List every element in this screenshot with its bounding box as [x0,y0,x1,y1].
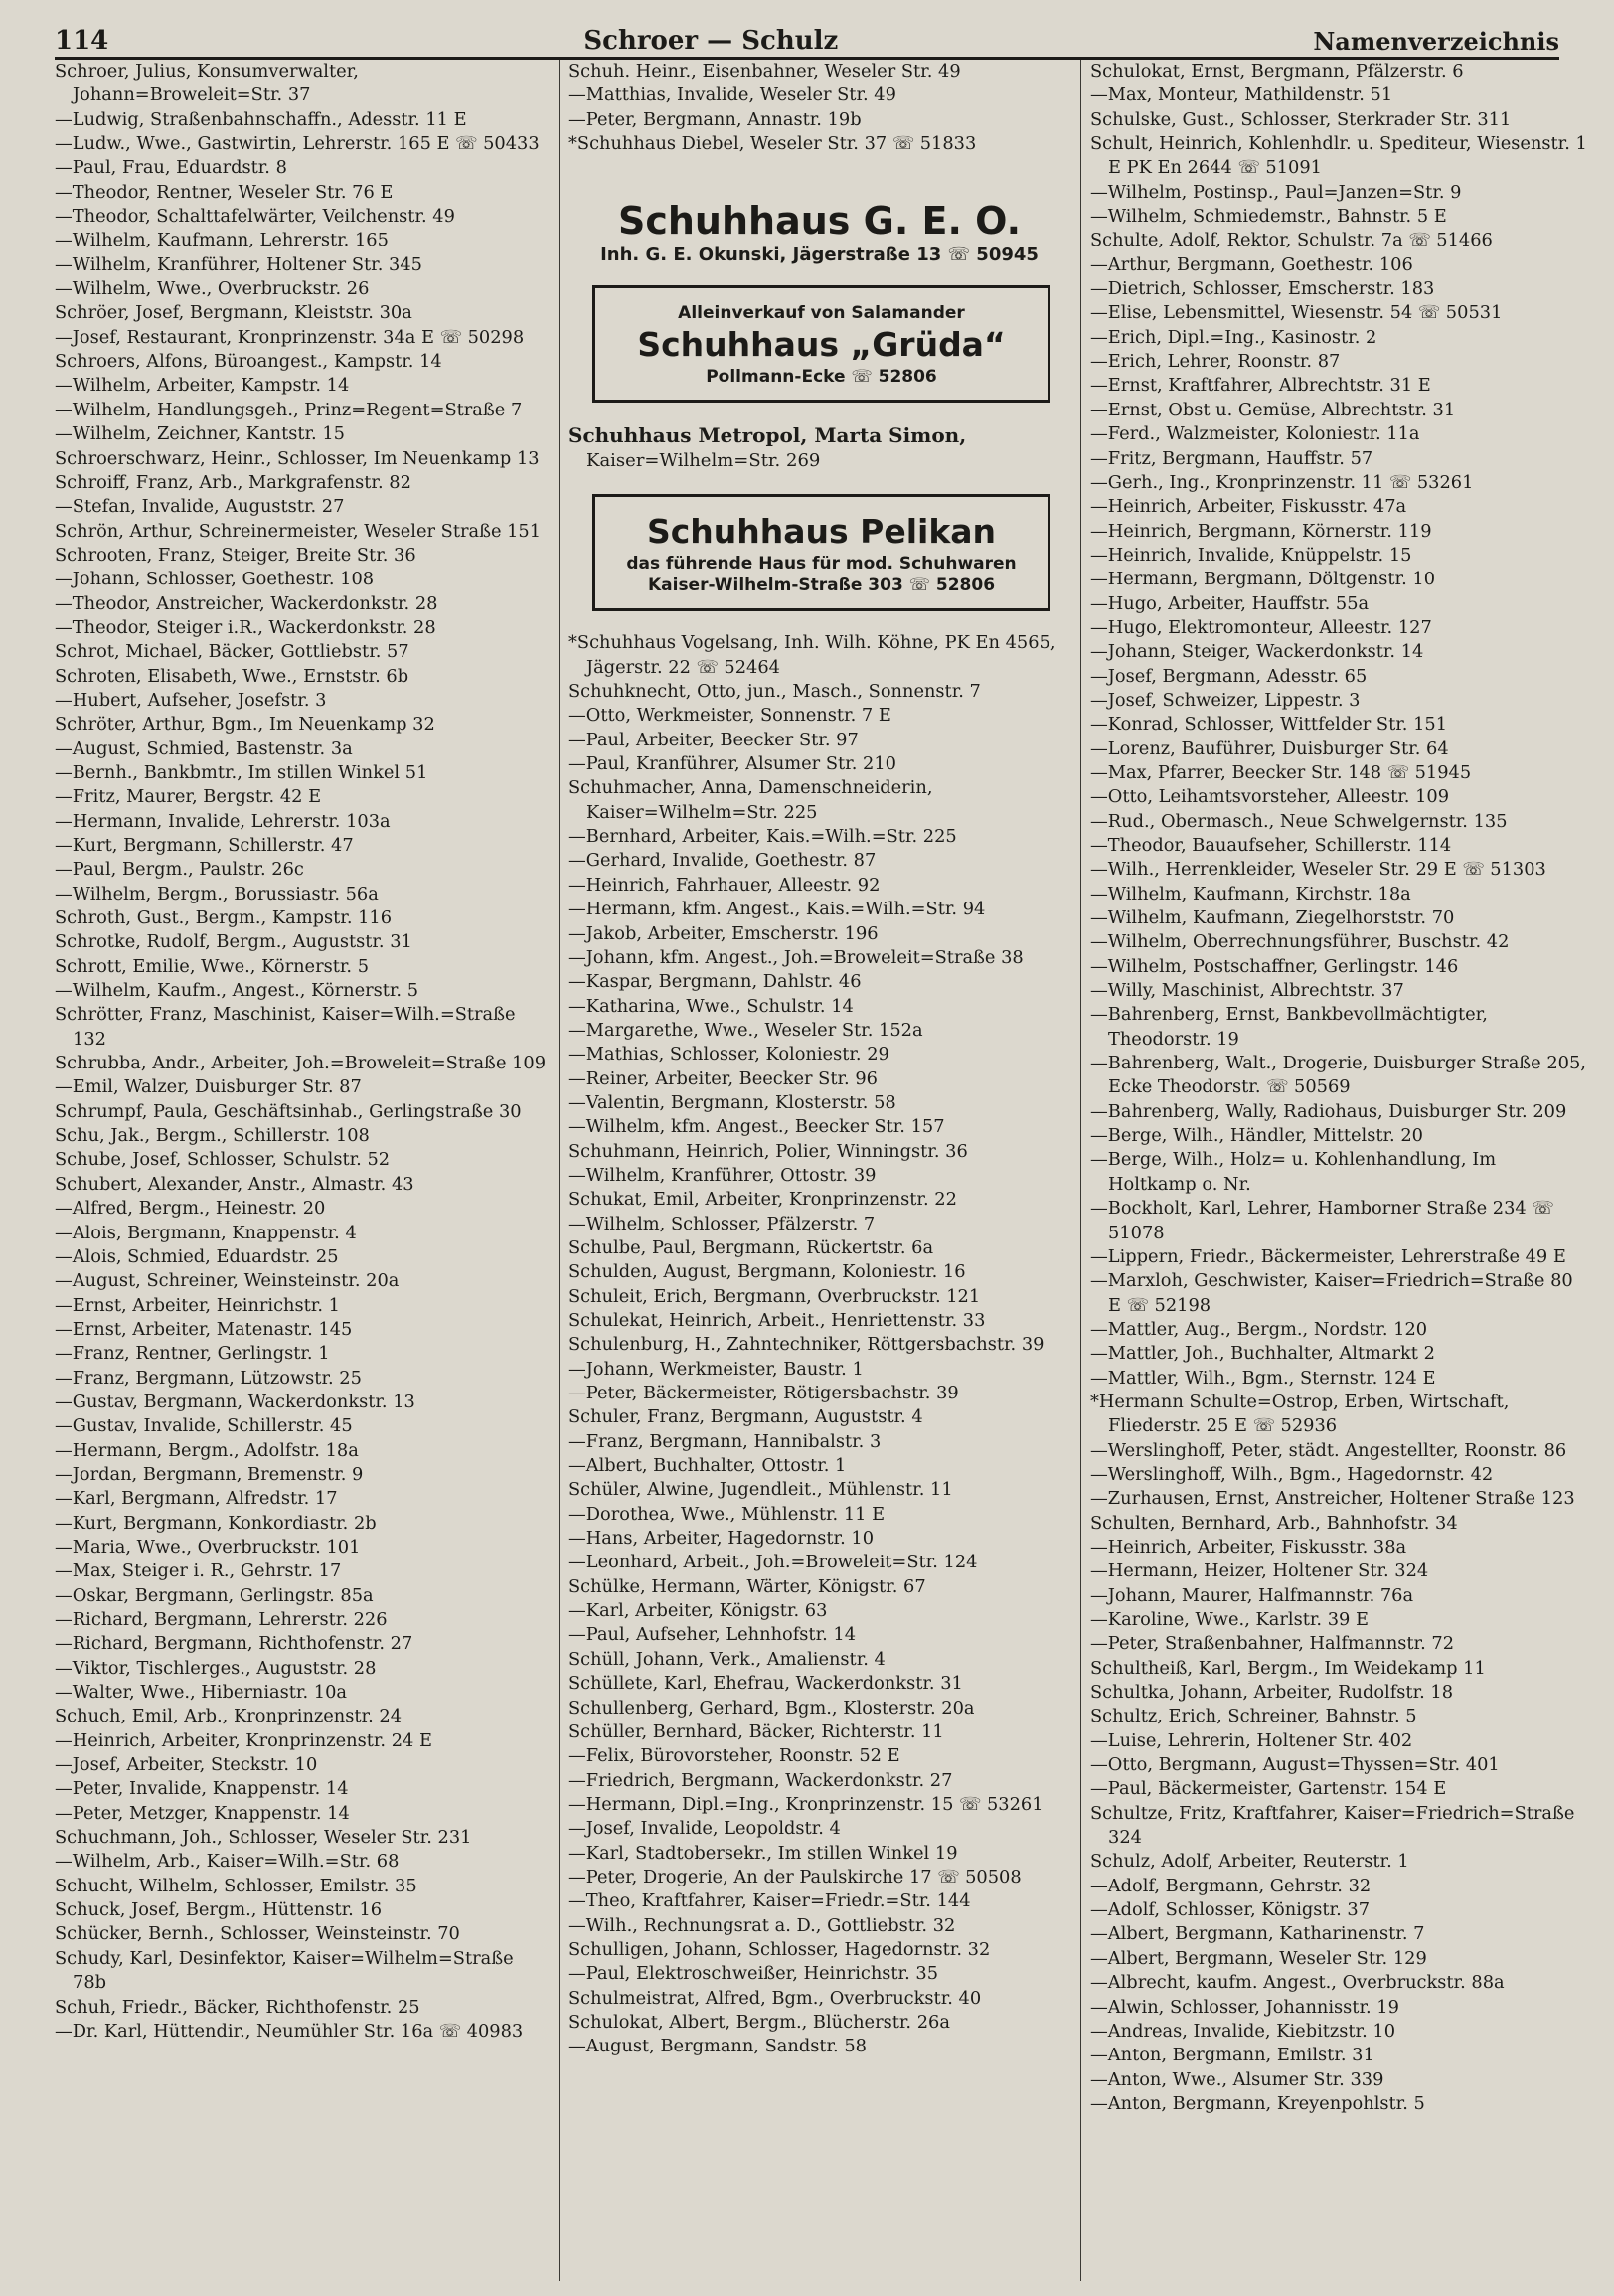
advertisement-gruda [592,285,1050,403]
directory-entry: —Wilhelm, kfm. Angest., Beecker Str. 157 [568,1116,945,1138]
advertisement-gruda-line2: Pollmann-Ecke ☏ 52806 [706,367,937,388]
directory-entry: —Johann, Schlosser, Goethestr. 108 [55,569,375,590]
directory-entry: Schulligen, Johann, Schlosser, Hagedornstr. 32 [568,1938,991,1960]
directory-entry: —Anton, Bergmann, Emilstr. 31 [1090,2045,1374,2066]
directory-entry: —Bahrenberg, Walt., Drogerie, Duisburger Straße 205, Ecke Theodorstr. ☏ 50569 [1090,1053,1586,1098]
column-middle [568,60,1070,2286]
directory-entry: —Heinrich, Bergmann, Körnerstr. 119 [1090,520,1432,542]
directory-entry: —Erich, Lehrer, Roonstr. 87 [1090,351,1341,373]
directory-entry: —Johann, Werkmeister, Baustr. 1 [568,1358,864,1380]
advertisement-pelikan-line1: das führende Haus für mod. Schuhwaren [626,554,1017,574]
directory-entry: Schultz, Erich, Schreiner, Bahnstr. 5 [1090,1706,1417,1727]
advertisement-geo-line: Inh. G. E. Okunski, Jägerstraße 13 ☏ 50945 [600,245,1039,266]
directory-entry: —Marxloh, Geschwister, Kaiser=Friedrich=Straße 80 E ☏ 52198 [1090,1270,1573,1316]
directory-entry: —Wilh., Rechnungsrat a. D., Gottliebstr. 32 [568,1914,956,1936]
directory-entry: —Wilhelm, Schlosser, Pfälzerstr. 7 [568,1213,876,1234]
advertisement-pelikan [592,494,1050,611]
directory-entry: —Kurt, Bergmann, Konkordiastr. 2b [55,1512,377,1534]
directory-entry: —Rud., Obermasch., Neue Schwelgernstr. 135 [1090,810,1508,832]
directory-entry: —Wilhelm, Zeichner, Kantstr. 15 [55,423,345,445]
directory-entry: —Alois, Schmied, Eduardstr. 25 [55,1245,339,1267]
directory-entry: *Schuhhaus Diebel, Weseler Str. 37 ☏ 51833 [568,133,977,155]
directory-entry: —Wilhelm, Oberrechnungsführer, Buschstr. 42 [1090,931,1510,953]
directory-entry: —Bahrenberg, Wally, Radiohaus, Duisburger Str. 209 [1090,1100,1567,1122]
directory-entry: —Theodor, Bauaufseher, Schillerstr. 114 [1090,835,1452,856]
directory-entry: —Hermann, Bergm., Adolfstr. 18a [55,1439,359,1461]
directory-entry: Schüll, Johann, Verk., Amalienstr. 4 [568,1648,886,1670]
directory-entry: Schultka, Johann, Arbeiter, Rudolfstr. 18 [1090,1682,1454,1704]
directory-entry: —Berge, Wilh., Holz= u. Kohlenhandlung, Im Holtkamp o. Nr. [1090,1149,1497,1195]
directory-entry: Schullenberg, Gerhard, Bgm., Klosterstr. 20a [568,1697,975,1719]
directory-entry: —Paul, Bäckermeister, Gartenstr. 154 E [1090,1778,1447,1800]
directory-entry: —Gustav, Invalide, Schillerstr. 45 [55,1415,353,1437]
directory-entry: Schulenburg, H., Zahntechniker, Röttgersbachstr. 39 [568,1334,1045,1356]
directory-entry: Schuch, Emil, Arb., Kronprinzenstr. 24 [55,1706,403,1727]
directory-entry: —Peter, Invalide, Knappenstr. 14 [55,1778,349,1800]
directory-entry: —Paul, Frau, Eduardstr. 8 [55,157,287,179]
page-title: Schroer — Schulz [583,26,839,56]
directory-entry: Schuh. Heinr., Eisenbahner, Weseler Str. 49 [568,61,961,82]
directory-entry: —Albert, Buchhalter, Ottostr. 1 [568,1455,847,1477]
page-header [55,22,1559,56]
directory-entry: —Hermann, Dipl.=Ing., Kronprinzenstr. 15 ☏ 53261 [568,1793,1044,1815]
column-divider [1080,60,1081,2281]
directory-entry: Schuler, Franz, Bergmann, Auguststr. 4 [568,1406,923,1428]
directory-entry: Schulden, August, Bergmann, Koloniestr. 16 [568,1261,966,1283]
directory-entry: Schuchmann, Joh., Schlosser, Weseler Str. 231 [55,1827,472,1849]
directory-entry: Schrooten, Franz, Steiger, Breite Str. 36 [55,544,416,566]
directory-entry: —Wilhelm, Handlungsgeh., Prinz=Regent=Straße 7 [55,399,523,420]
directory-entry: Schubert, Alexander, Anstr., Almastr. 43 [55,1173,414,1195]
directory-entry: Schuhmann, Heinrich, Polier, Winningstr. 36 [568,1140,968,1162]
directory-entry: Schultheiß, Karl, Bergm., Im Weidekamp 11 [1090,1657,1486,1679]
directory-entry: —Felix, Bürovorsteher, Roonstr. 52 E [568,1745,900,1767]
directory-entry: —Jordan, Bergmann, Bremenstr. 9 [55,1463,364,1485]
advertisement-pelikan-name: Schuhhaus Pelikan [646,512,997,552]
advertisement-geo-name: Schuhhaus G. E. O. [617,199,1022,244]
directory-entry: —Leonhard, Arbeit., Joh.=Broweleit=Str. 124 [568,1552,978,1573]
directory-entry: —Hermann, Invalide, Lehrerstr. 103a [55,810,391,832]
directory-entry: Schultze, Fritz, Kraftfahrer, Kaiser=Friedrich=Straße 324 [1090,1802,1575,1849]
directory-entry: —Fritz, Maurer, Bergstr. 42 E [55,786,322,808]
directory-entry: —Wilhelm, Schmiedemstr., Bahnstr. 5 E [1090,206,1447,228]
directory-entry: —Matthias, Invalide, Weseler Str. 49 [568,84,896,106]
directory-entry: —Jakob, Arbeiter, Emscherstr. 196 [568,922,879,944]
directory-entry: —Heinrich, Invalide, Knüppelstr. 15 [1090,544,1412,566]
directory-entry: —Fritz, Bergmann, Hauffstr. 57 [1090,447,1373,469]
directory-entry: —Alois, Bergmann, Knappenstr. 4 [55,1222,357,1243]
directory-entry: —Albrecht, kaufm. Angest., Overbruckstr. 88a [1090,1972,1505,1994]
advertisement-pelikan-line2: Kaiser-Wilhelm-Straße 303 ☏ 52806 [647,575,996,596]
directory-entry: —Mattler, Joh., Buchhalter, Altmarkt 2 [1090,1343,1435,1365]
directory-entry: —Viktor, Tischlerges., Auguststr. 28 [55,1657,377,1679]
directory-entry: Schrön, Arthur, Schreinermeister, Weseler Straße 151 [55,520,542,542]
directory-entry: —Karl, Arbeiter, Königstr. 63 [568,1600,828,1622]
directory-entry: —Hermann, Heizer, Holtener Str. 324 [1090,1560,1429,1582]
directory-entry: Schuh, Friedr., Bäcker, Richthofenstr. 25 [55,1996,420,2018]
directory-entry: —Margarethe, Wwe., Weseler Str. 152a [568,1019,923,1041]
directory-entry: —Theodor, Anstreicher, Wackerdonkstr. 28 [55,592,438,614]
directory-entry: —August, Schmied, Bastenstr. 3a [55,738,353,759]
directory-entry: —Paul, Bergm., Paulstr. 26c [55,859,304,881]
directory-entry: —Otto, Bergmann, August=Thyssen=Str. 401 [1090,1754,1500,1776]
directory-entry: Schuhmacher, Anna, Damenschneiderin, Kaiser=Wilhelm=Str. 225 [568,777,933,823]
directory-entry: Schrumpf, Paula, Geschäftsinhab., Gerlingstraße 30 [55,1100,522,1122]
directory-entry: —Anton, Bergmann, Kreyenpohlstr. 5 [1090,2092,1425,2114]
directory-entry: —Wilhelm, Postinsp., Paul=Janzen=Str. 9 [1090,181,1462,203]
directory-entry: Schröer, Josef, Bergmann, Kleiststr. 30a [55,302,412,324]
directory-entry: Schrotke, Rudolf, Bergm., Auguststr. 31 [55,931,412,953]
directory-entry: —Valentin, Bergmann, Klosterstr. 58 [568,1091,896,1113]
directory-entry: —Johann, kfm. Angest., Joh.=Broweleit=Straße 38 [568,946,1024,968]
directory-entry: Schulz, Adolf, Arbeiter, Reuterstr. 1 [1090,1851,1409,1873]
directory-entry: —Hans, Arbeiter, Hagedornstr. 10 [568,1528,875,1550]
directory-entry: —Wilhelm, Kaufmann, Ziegelhorststr. 70 [1090,907,1455,929]
directory-entry: Schröter, Arthur, Bgm., Im Neuenkamp 32 [55,714,435,736]
directory-entry: —Johann, Steiger, Wackerdonkstr. 14 [1090,641,1424,663]
directory-entry: —Alwin, Schlosser, Johannisstr. 19 [1090,1996,1399,2018]
directory-entry: —Ludw., Wwe., Gastwirtin, Lehrerstr. 165 E ☏ 50433 [55,133,540,155]
directory-entry: —Lorenz, Bauführer, Duisburger Str. 64 [1090,738,1449,759]
section-title: Namenverzeichnis [1313,27,1559,56]
directory-entry: Schulten, Bernhard, Arb., Bahnhofstr. 34 [1090,1512,1458,1534]
advertisement-gruda-line1: Alleinverkauf von Salamander [678,303,965,324]
directory-entry: —Andreas, Invalide, Kiebitzstr. 10 [1090,2020,1396,2042]
directory-entry: —Bernhard, Arbeiter, Kais.=Wilh.=Str. 225 [568,826,957,848]
directory-entry: Schroer, Julius, Konsumverwalter, Johann=Broweleit=Str. 37 [55,61,359,106]
directory-entry: Schroiff, Franz, Arb., Markgrafenstr. 82 [55,471,411,493]
directory-entry: —Anton, Wwe., Alsumer Str. 339 [1090,2068,1384,2090]
directory-entry: —Dr. Karl, Hüttendir., Neumühler Str. 16a ☏ 40983 [55,2020,524,2042]
directory-entry: —Hugo, Elektromonteur, Alleestr. 127 [1090,616,1432,638]
directory-entry: —Kaspar, Bergmann, Dahlstr. 46 [568,971,862,993]
directory-entry: —Karl, Stadtobersekr., Im stillen Winkel 19 [568,1842,958,1864]
directory-entry: —Max, Pfarrer, Beecker Str. 148 ☏ 51945 [1090,761,1472,783]
directory-entry: —Werslinghoff, Peter, städt. Angestellter, Roonstr. 86 [1090,1439,1567,1461]
directory-entry: —Peter, Straßenbahner, Halfmannstr. 72 [1090,1633,1455,1655]
directory-entry: —Bockholt, Karl, Lehrer, Hamborner Straße 234 ☏ 51078 [1090,1198,1554,1243]
directory-entry: —Alfred, Bergm., Heinestr. 20 [55,1198,326,1220]
directory-entry: Schroth, Gust., Bergm., Kampstr. 116 [55,907,393,929]
directory-entry: —Werslinghoff, Wilh., Bgm., Hagedornstr. 42 [1090,1463,1494,1485]
directory-entry: —Walter, Wwe., Hiberniastr. 10a [55,1682,347,1704]
directory-entry: —Luise, Lehrerin, Holtener Str. 402 [1090,1729,1413,1751]
directory-entry: —Katharina, Wwe., Schulstr. 14 [568,995,854,1017]
directory-entry: —August, Bergmann, Sandstr. 58 [568,2036,867,2057]
directory-entry: Schroten, Elisabeth, Wwe., Ernststr. 6b [55,665,409,687]
directory-entry: *Hermann Schulte=Ostrop, Erben, Wirtschaft, Fliederstr. 25 E ☏ 52936 [1090,1391,1510,1437]
directory-entry: —Hugo, Arbeiter, Hauffstr. 55a [1090,592,1370,614]
advertisement-metropol [568,422,1070,474]
directory-entry: —Richard, Bergmann, Lehrerstr. 226 [55,1609,388,1630]
directory-entry: —Wilhelm, Arbeiter, Kampstr. 14 [55,375,350,397]
directory-entry: —Ernst, Kraftfahrer, Albrechtstr. 31 E [1090,375,1431,397]
directory-entry: Schuck, Josef, Bergm., Hüttenstr. 16 [55,1899,383,1921]
directory-entry: —Josef, Invalide, Leopoldstr. 4 [568,1818,841,1840]
directory-entry: Schulokat, Ernst, Bergmann, Pfälzerstr. 6 [1090,61,1464,82]
advertisement-geo [568,198,1070,267]
directory-entry: Schroers, Alfons, Büroangest., Kampstr. 14 [55,351,442,373]
directory-entry: —Bahrenberg, Ernst, Bankbevollmächtigter, Theodorstr. 19 [1090,1004,1488,1050]
directory-entry: Schulekat, Heinrich, Arbeit., Henriettenstr. 33 [568,1310,986,1331]
directory-entry: Schucht, Wilhelm, Schlosser, Emilstr. 35 [55,1875,417,1896]
directory-entry: —Josef, Schweizer, Lippestr. 3 [1090,689,1361,711]
directory-entry: *Schuhhaus Vogelsang, Inh. Wilh. Köhne, PK En 4565, Jägerstr. 22 ☏ 52464 [568,632,1056,678]
directory-entry: —Adolf, Bergmann, Gehrstr. 32 [1090,1875,1372,1896]
directory-entry: Schülke, Hermann, Wärter, Königstr. 67 [568,1575,926,1597]
page-number: 114 [55,26,109,56]
directory-entry: Schuhknecht, Otto, jun., Masch., Sonnenstr. 7 [568,681,981,703]
directory-entry: —Franz, Bergmann, Lützowstr. 25 [55,1367,362,1389]
directory-entry: —Reiner, Arbeiter, Beecker Str. 96 [568,1067,878,1089]
directory-entry: —Theodor, Rentner, Weseler Str. 76 E [55,181,394,203]
directory-entry: Schulmeistrat, Alfred, Bgm., Overbruckstr. 40 [568,1987,982,2009]
directory-entry: —Theodor, Schalttafelwärter, Veilchenstr. 49 [55,206,455,228]
directory-entry: Schulte, Adolf, Rektor, Schulstr. 7a ☏ 51466 [1090,230,1493,251]
column-left [55,60,547,2286]
directory-entry: —Max, Steiger i. R., Gehrstr. 17 [55,1560,342,1582]
directory-entry: —Wilhelm, Arb., Kaiser=Wilh.=Str. 68 [55,1851,400,1873]
directory-entry: —Paul, Elektroschweißer, Heinrichstr. 35 [568,1963,939,1985]
directory-entry: —Gerhard, Invalide, Goethestr. 87 [568,850,877,872]
directory-entry: Schudy, Karl, Desinfektor, Kaiser=Wilhelm=Straße 78b [55,1947,514,1994]
directory-entry: —Ernst, Arbeiter, Heinrichstr. 1 [55,1294,340,1316]
directory-entry: Schücker, Bernh., Schlosser, Weinsteinstr. 70 [55,1923,460,1945]
directory-entry: —Hermann, kfm. Angest., Kais.=Wilh.=Str. 94 [568,899,986,920]
directory-entry: —Theo, Kraftfahrer, Kaiser=Friedr.=Str. 144 [568,1890,971,1912]
directory-entry: —Franz, Rentner, Gerlingstr. 1 [55,1343,330,1365]
directory-entry: —Max, Monteur, Mathildenstr. 51 [1090,84,1393,106]
directory-entry: —Zurhausen, Ernst, Anstreicher, Holtener Straße 123 [1090,1488,1575,1510]
directory-entry: —Paul, Arbeiter, Beecker Str. 97 [568,729,859,750]
directory-entry: Schulokat, Albert, Bergm., Blücherstr. 26a [568,2011,950,2033]
column-middle-entries [568,631,1070,2058]
directory-entry: —Dorothea, Wwe., Mühlenstr. 11 E [568,1503,886,1525]
directory-entry: —Gerh., Ing., Kronprinzenstr. 11 ☏ 53261 [1090,471,1474,493]
directory-entry: —Peter, Bergmann, Annastr. 19b [568,108,862,130]
directory-entry: Schu, Jak., Bergm., Schillerstr. 108 [55,1125,370,1147]
directory-entry: —Berge, Wilh., Händler, Mittelstr. 20 [1090,1125,1423,1147]
directory-entry: —Johann, Maurer, Halfmannstr. 76a [1090,1584,1414,1606]
directory-entry: —Erich, Dipl.=Ing., Kasinostr. 2 [1090,326,1377,348]
directory-entry: Schrot, Michael, Bäcker, Gottliebstr. 57 [55,641,409,663]
column-right [1090,60,1587,2286]
directory-entry: —Heinrich, Arbeiter, Fiskusstr. 47a [1090,496,1407,518]
directory-entry: —Oskar, Bergmann, Gerlingstr. 85a [55,1584,374,1606]
directory-entry: —Otto, Werkmeister, Sonnenstr. 7 E [568,705,891,727]
directory-entry: —Konrad, Schlosser, Wittfelder Str. 151 [1090,714,1448,736]
directory-entry: Schulske, Gust., Schlosser, Sterkrader Str. 311 [1090,108,1512,130]
directory-entry: Schuleit, Erich, Bergmann, Overbruckstr. 121 [568,1285,981,1307]
directory-entry: —Wilhelm, Postschaffner, Gerlingstr. 146 [1090,955,1459,977]
directory-entry: —Bernh., Bankbmtr., Im stillen Winkel 51 [55,761,428,783]
directory-entry: —Maria, Wwe., Overbruckstr. 101 [55,1536,361,1558]
directory-entry: Schulbe, Paul, Bergmann, Rückertstr. 6a [568,1236,934,1258]
directory-entry: —Karoline, Wwe., Karlstr. 39 E [1090,1609,1369,1630]
directory-entry: —Richard, Bergmann, Richthofenstr. 27 [55,1633,413,1655]
directory-entry: —Albert, Bergmann, Katharinenstr. 7 [1090,1923,1425,1945]
directory-entry: —Friedrich, Bergmann, Wackerdonkstr. 27 [568,1769,953,1791]
directory-entry: —Wilhelm, Bergm., Borussiastr. 56a [55,883,379,904]
directory-entry: Schüler, Alwine, Jugendleit., Mühlenstr. 11 [568,1479,953,1501]
directory-entry: —Mathias, Schlosser, Koloniestr. 29 [568,1044,889,1066]
directory-entry: —Emil, Walzer, Duisburger Str. 87 [55,1076,362,1098]
directory-entry: Schukat, Emil, Arbeiter, Kronprinzenstr. 22 [568,1189,957,1211]
directory-entry: —Wilhelm, Wwe., Overbruckstr. 26 [55,278,370,300]
directory-entry: Schüller, Bernhard, Bäcker, Richterstr. 11 [568,1721,944,1742]
directory-entry: —Wilhelm, Kranführer, Holtener Str. 345 [55,253,422,275]
directory-entry: —Heinrich, Arbeiter, Fiskusstr. 38a [1090,1536,1407,1558]
directory-entry: Schube, Josef, Schlosser, Schulstr. 52 [55,1149,391,1171]
directory-entry: —Mattler, Wilh., Bgm., Sternstr. 124 E [1090,1367,1436,1389]
advertisement-metropol-line1: Schuhhaus Metropol, Marta Simon, [568,423,967,448]
directory-entry: —Josef, Bergmann, Adesstr. 65 [1090,665,1368,687]
column-middle-top-entries [568,60,1070,156]
directory-entry: —Gustav, Bergmann, Wackerdonkstr. 13 [55,1391,415,1412]
directory-entry: Schrötter, Franz, Maschinist, Kaiser=Wilh.=Straße 132 [55,1004,516,1050]
directory-entry: —Paul, Aufseher, Lehnhofstr. 14 [568,1624,857,1646]
directory-entry: —Heinrich, Arbeiter, Kronprinzenstr. 24 E [55,1729,432,1751]
directory-entry: —Peter, Metzger, Knappenstr. 14 [55,1802,350,1824]
directory-entry: —Paul, Kranführer, Alsumer Str. 210 [568,753,896,775]
directory-entry: —Josef, Restaurant, Kronprinzenstr. 34a E ☏ 50298 [55,326,525,348]
directory-entry: —Wilhelm, Kranführer, Ottostr. 39 [568,1164,877,1186]
directory-entry: —Karl, Bergmann, Alfredstr. 17 [55,1488,338,1510]
directory-entry: Schüllete, Karl, Ehefrau, Wackerdonkstr. 31 [568,1673,963,1695]
directory-entry: —Elise, Lebensmittel, Wiesenstr. 54 ☏ 50531 [1090,302,1503,324]
directory-entry: —Wilhelm, Kaufmann, Kirchstr. 18a [1090,883,1411,904]
directory-entry: —Theodor, Steiger i.R., Wackerdonkstr. 28 [55,616,436,638]
directory-entry: Schult, Heinrich, Kohlenhdlr. u. Spediteur, Wiesenstr. 1 E PK En 2644 ☏ 51091 [1090,133,1587,179]
directory-entry: —Adolf, Schlosser, Königstr. 37 [1090,1899,1371,1921]
directory-entry: —Dietrich, Schlosser, Emscherstr. 183 [1090,278,1435,300]
directory-entry: —Wilh., Herrenkleider, Weseler Str. 29 E ☏ 51303 [1090,859,1546,881]
directory-entry: —Wilhelm, Kaufm., Angest., Körnerstr. 5 [55,980,419,1002]
directory-entry: —Heinrich, Fahrhauer, Alleestr. 92 [568,874,881,896]
directory-entry: —Otto, Leihamtsvorsteher, Alleestr. 109 [1090,786,1450,808]
directory-entry: Schroerschwarz, Heinr., Schlosser, Im Neuenkamp 13 [55,447,540,469]
directory-entry: —Peter, Drogerie, An der Paulskirche 17 ☏ 50508 [568,1866,1022,1887]
directory-entry: —August, Schreiner, Weinsteinstr. 20a [55,1270,400,1292]
directory-entry: —Peter, Bäckermeister, Rötigersbachstr. 39 [568,1383,959,1404]
directory-entry: —Lippern, Friedr., Bäckermeister, Lehrerstraße 49 E [1090,1245,1566,1267]
advertisement-gruda-name: Schuhhaus „Grüda“ [637,325,1006,365]
directory-entry: Schrott, Emilie, Wwe., Körnerstr. 5 [55,955,370,977]
directory-entry: —Mattler, Aug., Bergm., Nordstr. 120 [1090,1318,1428,1340]
directory-entry: —Willy, Maschinist, Albrechtstr. 37 [1090,980,1404,1002]
directory-entry: —Albert, Bergmann, Weseler Str. 129 [1090,1947,1427,1969]
directory-entry: Schrubba, Andr., Arbeiter, Joh.=Broweleit=Straße 109 [55,1053,547,1074]
directory-entry: —Ernst, Arbeiter, Matenastr. 145 [55,1318,353,1340]
directory-entry: —Franz, Bergmann, Hannibalstr. 3 [568,1430,882,1452]
advertisement-metropol-line2: Kaiser=Wilhelm=Str. 269 [586,450,821,472]
directory-entry: —Stefan, Invalide, Auguststr. 27 [55,496,345,518]
directory-entry: —Arthur, Bergmann, Goethestr. 106 [1090,253,1413,275]
directory-entry: —Josef, Arbeiter, Steckstr. 10 [55,1754,318,1776]
directory-entry: —Hermann, Bergmann, Döltgenstr. 10 [1090,569,1436,590]
column-divider [559,60,560,2281]
directory-entry: —Hubert, Aufseher, Josefstr. 3 [55,689,327,711]
directory-entry: —Kurt, Bergmann, Schillerstr. 47 [55,835,354,856]
directory-entry: —Wilhelm, Kaufmann, Lehrerstr. 165 [55,230,389,251]
directory-entry: —Ferd., Walzmeister, Koloniestr. 11a [1090,423,1420,445]
directory-entry: —Ernst, Obst u. Gemüse, Albrechtstr. 31 [1090,399,1456,420]
directory-entry: —Ludwig, Straßenbahnschaffn., Adesstr. 11 E [55,108,467,130]
